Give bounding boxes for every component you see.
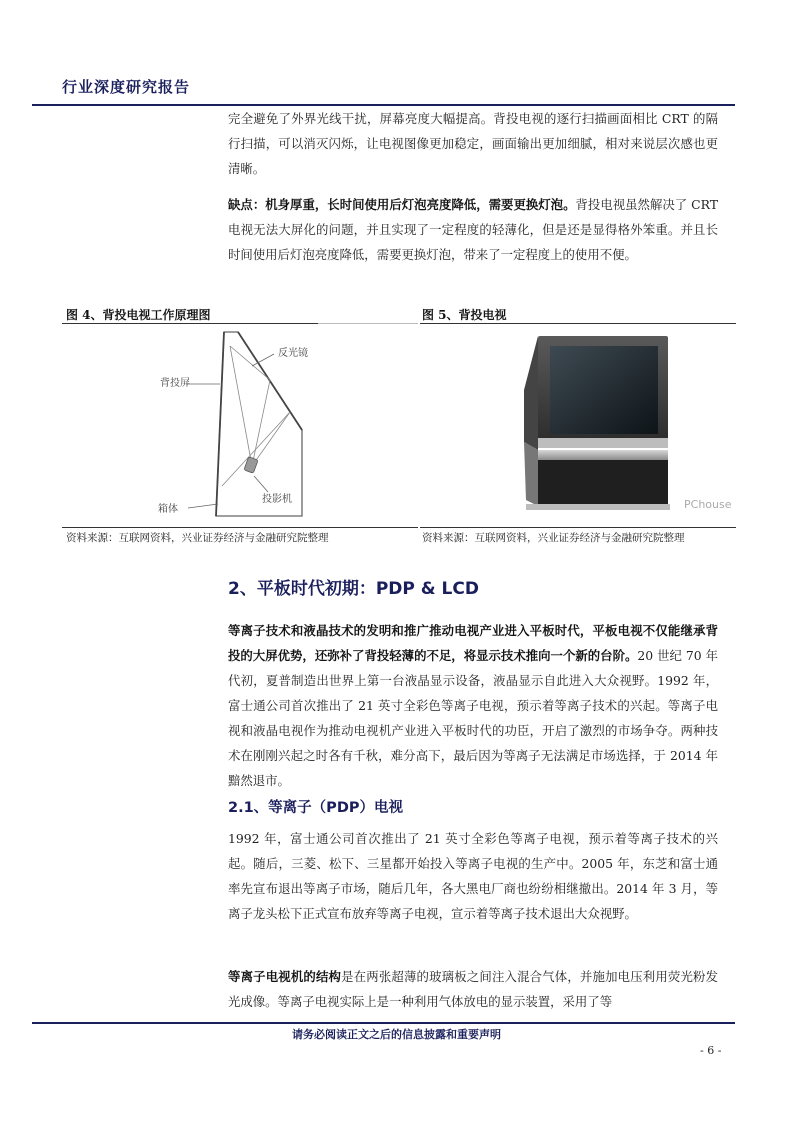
figure-5-watermark: PChouse (684, 498, 732, 511)
figure-4-caption: 图 4、背投电视工作原理图 (66, 308, 211, 322)
section-2-1-paragraph-2 (228, 964, 718, 1014)
label-leaders (186, 354, 274, 508)
label-mirror: 反光镜 (278, 348, 308, 359)
section-2-body: 20 世纪 70 年代初，夏普制造出世界上第一台液晶显示设备，液晶显示自此进入大众视野。1992 年，富士通公司首次推出了 21 英寸全彩色等离子电视，预示着等离子技术的兴起。等离子电视和液晶电视作为推动电视机产业进入平板时代的功臣，开启了激烈的市场争夺。两种技术在刚刚兴起之时各有千秋，难分高下，最后因为等离子无法满足市场选择，于 2014 年黯然退市。 (228, 648, 719, 788)
label-projector: 投影机 (262, 494, 292, 505)
figure-5-source-rule (420, 527, 736, 528)
tv-screen (550, 346, 658, 434)
figure-5-caption-rule (420, 323, 736, 324)
tv-cabinet-trim (538, 450, 668, 460)
section-2-lead: 等离子技术和液晶技术的发明和推广推动电视产业进入平板时代，平板电视不仅能继承背投的大屏优势，还弥补了背投轻薄的不足，将显示技术推向一个新的台阶。 (228, 623, 718, 663)
page-number: - 6 - (700, 1044, 722, 1057)
section-2-1-body-2: 是在两张超薄的玻璃板之间注入混合气体，并施加电压利用荧光粉发光成像。等离子电视实际上是一种利用气体放电的显示装置，采用了等 (228, 969, 719, 1009)
cons-paragraph (228, 192, 718, 267)
figure-4-diagram (152, 326, 392, 522)
footer-disclaimer: 请务必阅读正文之后的信息披露和重要声明 (292, 1028, 501, 1041)
label-screen: 背投屏 (160, 378, 190, 389)
intro-text: 完全避免了外界光线干扰，屏幕亮度大幅提高。背投电视的逐行扫描画面相比 CRT 的隔行扫描，可以消灭闪烁，让电视图像更加稳定，画面输出更加细腻，相对来说层次感也更清晰。 (228, 111, 718, 176)
figure-4-source-rule (62, 527, 418, 528)
tv-bezel-strip (538, 438, 668, 448)
figure-4-caption-rule-right (318, 323, 418, 324)
figure-5-caption: 图 5、背投电视 (422, 308, 507, 322)
report-header-title: 行业深度研究报告 (62, 78, 191, 96)
section-2-1-heading: 2.1、等离子（PDP）电视 (228, 800, 403, 816)
section-2-1-lead-2: 等离子电视机的结构 (228, 969, 342, 984)
projector-shape (244, 457, 258, 474)
cons-lead: 缺点：机身厚重，长时间使用后灯泡亮度降低，需要更换灯泡。 (228, 197, 576, 212)
tv-side-panel (524, 336, 538, 450)
footer-divider (32, 1022, 735, 1024)
figure-5-tv-image (446, 330, 734, 514)
tv-base (526, 504, 670, 510)
intro-paragraph (228, 106, 718, 181)
section-2-1-text-1: 1992 年，富士通公司首次推出了 21 英寸全彩色等离子电视，预示着等离子技术的兴起。随后，三菱、松下、三星都开始投入等离子电视的生产中。2005 年，东芝和富士通率先宣布退出等离子市场，随后几年，各大黑电厂商也纷纷相继撤出。2014 年 3 月，等离子龙头松下正式宣布放弃等离子电视，宣示着等离子技术退出大众视野。 (228, 831, 718, 921)
figure-4-source: 资料来源：互联网资料，兴业证券经济与金融研究院整理 (66, 532, 329, 544)
cabinet-outline (216, 332, 302, 516)
figure-4-caption-rule-left (62, 323, 318, 324)
screen-line (216, 332, 224, 516)
section-2-paragraph (228, 618, 718, 793)
label-cabinet: 箱体 (158, 504, 178, 515)
cons-body: 背投电视虽然解决了 CRT 电视无法大屏化的问题，并且实现了一定程度的轻薄化，但是还是显得格外笨重。并且长时间使用后灯泡亮度降低，需要更换灯泡，带来了一定程度上的使用不便。 (228, 197, 719, 262)
section-2-heading: 2、平板时代初期：PDP & LCD (228, 579, 479, 599)
figure-5-source: 资料来源：互联网资料，兴业证券经济与金融研究院整理 (422, 532, 685, 544)
tv-cabinet-side (524, 442, 538, 506)
section-2-1-paragraph-1 (228, 826, 718, 926)
